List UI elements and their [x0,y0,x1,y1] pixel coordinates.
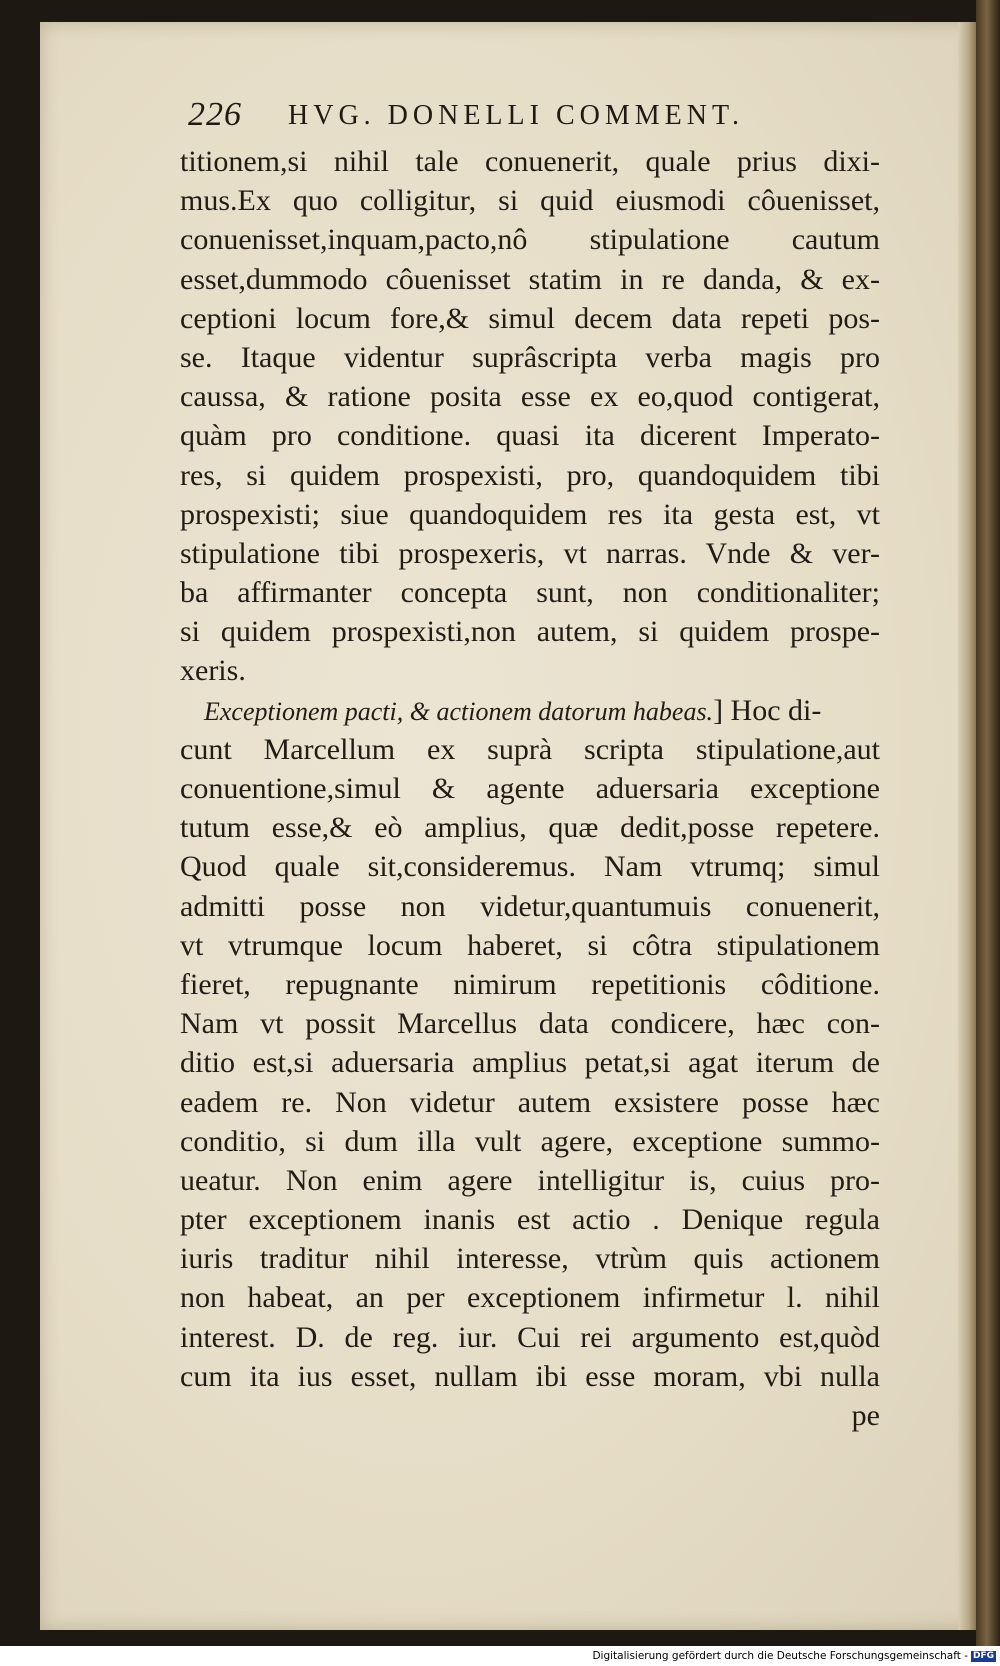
text-line: esset,dummodo côuenisset statim in re danda, & ex- [180,262,880,296]
text-line: Nam vt possit Marcellus data condicere, hæc con- [180,1007,880,1041]
text-line: vt vtrumque locum haberet, si côtra stipulationem [180,928,880,962]
text-line: caussa, & ratione posita esse ex eo,quod contigerat, [180,380,880,414]
text-line: conuenisset,inquam,pacto,nô stipulatione cautum [180,223,880,257]
text-line: stipulatione tibi prospexeris, vt narras. Vnde & ver- [180,536,880,570]
body-text [180,142,880,1435]
text-line: xeris. [180,654,246,688]
text-line: si quidem prospexisti,non autem, si quidem prospe- [180,615,880,649]
credit-text: Digitalisierung gefördert durch die Deutsche Forschungsgemeinschaft - [592,1650,968,1662]
text-line: fieret, repugnante nimirum repetitionis côditione. [180,967,880,1001]
text-line: admitti posse non videtur,quantumuis conuenerit, [180,889,880,923]
page-edge-shadow [958,22,976,1630]
text-line: quàm pro conditione. quasi ita dicerent Imperato- [180,419,880,453]
text-line: ceptioni locum fore,& simul decem data repeti pos- [180,301,880,335]
text-line: tutum esse,& eò amplius, quæ dedit,posse repetere. [180,811,880,845]
text-line: cunt Marcellum ex suprà scripta stipulatione,aut [180,732,880,766]
text-line: iuris traditur nihil interesse, vtrùm quis actionem [180,1242,880,1276]
text-line: conditio, si dum illa vult agere, exceptione summo- [180,1124,880,1158]
lemma: Exceptionem pacti, & actionem datorum habeas. [204,696,714,726]
text-line: titionem,si nihil tale conuenerit, quale prius dixi- [180,145,880,178]
book-spine-edge [976,0,1000,1646]
digitization-credit [560,1650,996,1664]
running-title: HVG. DONELLI COMMENT. [288,100,744,131]
catchword: pe [851,1399,880,1432]
text-line: non habeat, an per exceptionem infirmetur l. nihil [180,1281,880,1315]
running-head [188,92,858,138]
lemma-tail: ] Hoc di- [713,693,822,727]
text-line: ditio est,si aduersaria amplius petat,si agat iterum de [180,1046,880,1080]
text-line: mus.Ex quo colligitur, si quid eiusmodi côuenisset, [180,184,880,218]
text-line: prospexisti; siue quandoquidem res ita gesta est, vt [180,497,880,531]
text-line: pter exceptionem inanis est actio . Denique regula [180,1203,880,1237]
lemma-line [180,691,880,730]
text-line: se. Itaque videntur suprâscripta verba magis pro [180,340,880,374]
text-line: ba affirmanter concepta sunt, non conditionaliter; [180,576,880,610]
text-line: res, si quidem prospexisti, pro, quandoquidem tibi [180,458,880,492]
dfg-logo: DFG [972,1650,994,1661]
text-line: Quod quale sit,consideremus. Nam vtrumq; simul [180,850,880,884]
text-line: ueatur. Non enim agere intelligitur is, cuius pro- [180,1163,880,1197]
page-number: 226 [188,96,242,133]
text-line: eadem re. Non videtur autem exsistere posse hæc [180,1085,880,1119]
text-line: interest. D. de reg. iur. Cui rei argumento est,quòd [180,1320,880,1354]
text-line: cum ita ius esset, nullam ibi esse moram, vbi nulla [180,1359,880,1393]
text-line: conuentione,simul & agente aduersaria exceptione [180,772,880,805]
